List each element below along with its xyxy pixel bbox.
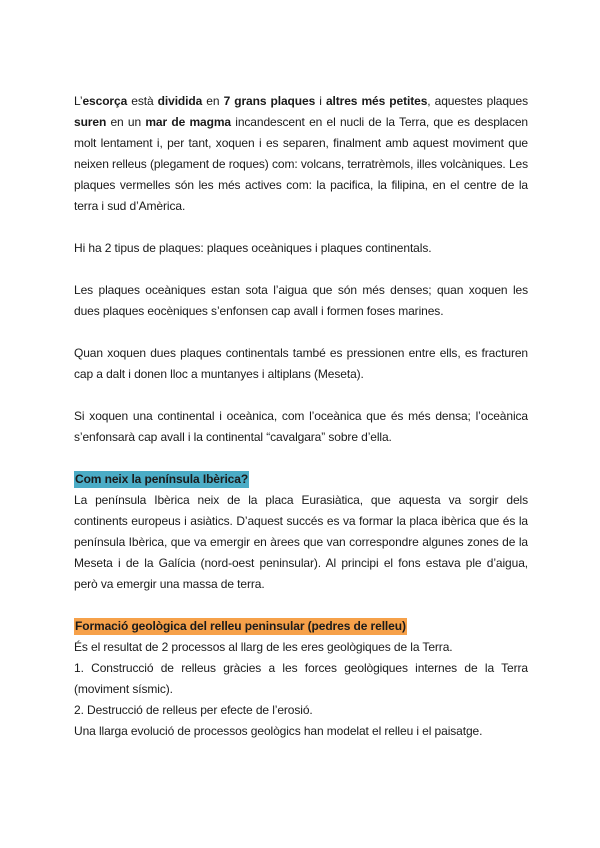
continental-paragraph: Quan xoquen dues plaques continentals també es pressionen entre ells, es fracturen cap a dalt i donen lloc a muntanyes i altiplans (Meseta).	[74, 346, 528, 381]
intro-bold-altres: altres més petites	[325, 94, 428, 108]
intro-bold-magma: mar de magma	[145, 115, 231, 129]
intro-text-1: L’	[74, 94, 83, 108]
types-paragraph: Hi ha 2 tipus de plaques: plaques oceàniques i plaques continentals.	[74, 241, 432, 255]
mixed-collision-paragraph: Si xoquen una continental i oceànica, com l’oceànica que és més densa; l’oceànica s’enfonsarà cap avall i la continental “cavalgara” sobre d’ella.	[74, 409, 528, 444]
intro-text-3: en	[202, 94, 224, 108]
intro-bold-dividida: dividida	[157, 94, 203, 108]
iberian-heading: Com neix la península Ibèrica?	[75, 472, 249, 486]
geology-intro-line: És el resultat de 2 processos al llarg de les eres geològiques de la Terra.	[74, 640, 453, 654]
intro-bold-grans-plaques: 7 grans plaques	[223, 94, 316, 108]
intro-text-2: està	[127, 94, 158, 108]
intro-text-6: en un	[106, 115, 146, 129]
geology-heading-line	[74, 616, 528, 637]
intro-paragraph	[74, 91, 528, 217]
intro-bold-escorca: escorça	[82, 94, 128, 108]
iberian-heading-line	[74, 469, 528, 490]
intro-text-5: , aquestes plaques	[427, 94, 528, 108]
document-page	[74, 91, 528, 742]
geology-heading: Formació geològica del relleu peninsular (pedres de relleu)	[75, 619, 406, 633]
intro-text-4: i	[315, 94, 326, 108]
geology-list-item-2: 2. Destrucció de relleus per efecte de l’erosió.	[74, 703, 313, 717]
intro-bold-suren: suren	[74, 115, 107, 129]
intro-text-7: incandescent en el nucli de la Terra, que es desplacen molt lentament i, per tant, xoquen i es separen, finalment amb aquest moviment que neixen relleus (plegament de roques) com: volcans, terratrèmols, illes volcàniques. Les plaques vermelles són les més actives com: la pacifica, la filipina, en el centre de la terra i sud d’Amèrica.	[74, 115, 528, 213]
geology-closing-line: Una llarga evolució de processos geològics han modelat el relleu i el paisatge.	[74, 724, 483, 738]
iberian-paragraph: La península Ibèrica neix de la placa Eurasiàtica, que aquesta va sorgir dels continents europeus i asiàtics. D’aquest succés es va formar la placa ibèrica que és la península Ibèrica, que va emergir en àrees que van correspondre algunes zones de la Meseta i de la Galícia (nord-oest peninsular). Al principi el fons estava ple d’aigua, però va emergir una massa de terra.	[74, 493, 528, 591]
oceanic-paragraph: Les plaques oceàniques estan sota l’aigua que són més denses; quan xoquen les dues plaques eocèniques s’enfonsen cap avall i formen foses marines.	[74, 283, 528, 318]
geology-list-item-1: 1. Construcció de relleus gràcies a les forces geològiques internes de la Terra (moviment sísmic).	[74, 661, 528, 696]
